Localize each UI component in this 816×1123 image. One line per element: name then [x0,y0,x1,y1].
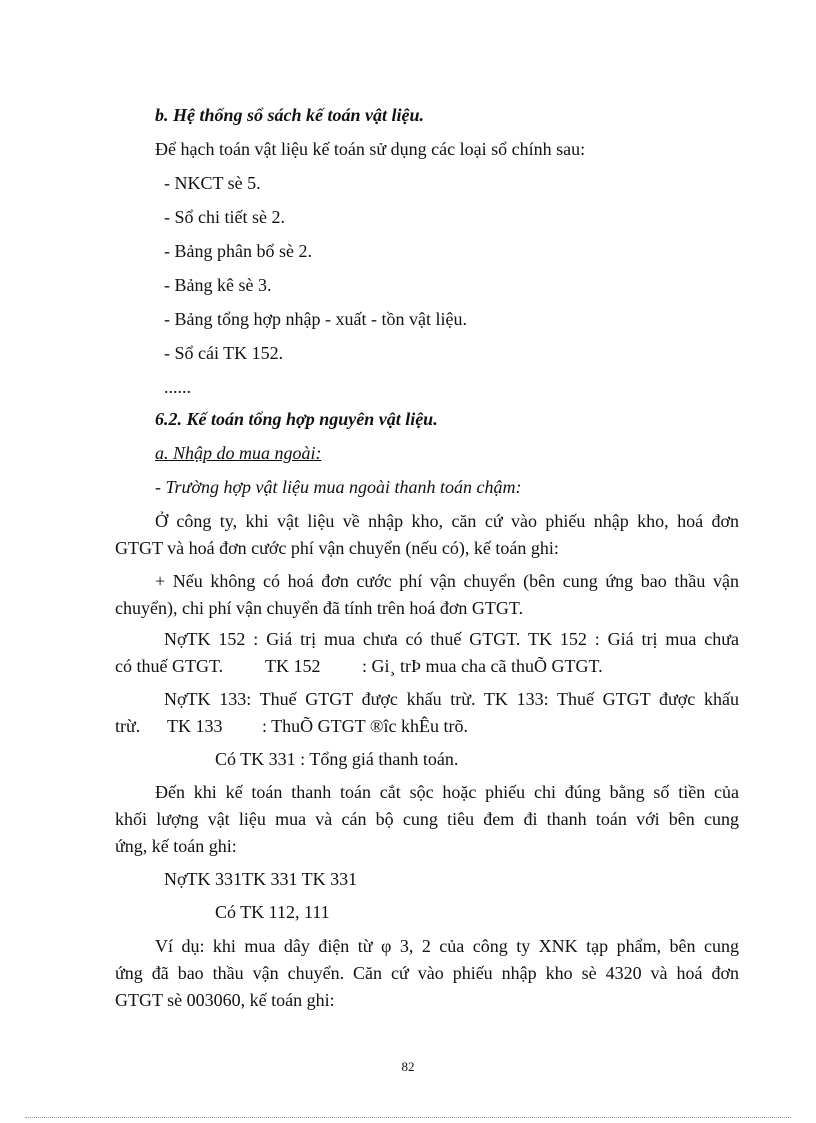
entry-2-line-2b: TK 133 [167,716,223,736]
paragraph-1-line-2: GTGT và hoá đơn cước phí vận chuyển (nếu có), kế toán ghi: [115,538,559,558]
case-heading: - Trường hợp vật liệu mua ngoài thanh toán chậm: [155,477,522,497]
subsection-a-heading: a. Nhập do mua ngoài: [155,443,322,463]
section-b-heading: b. Hệ thống sổ sách kế toán vật liệu. [155,105,425,125]
ledger-list-item: - Sổ chi tiết sè 2. [164,207,285,227]
section-6-2-heading: 6.2. Kế toán tổng hợp nguyên vật liệu. [155,409,438,429]
entry-1-line-1: NợTK 152 : Giá trị mua chưa có thuế GTGT. TK 152 : Giá trị mua chưa [164,629,739,649]
ledger-list-item: - Bảng kê sè 3. [164,275,272,295]
ledger-list-item: - Sổ cái TK 152. [164,343,284,363]
entry-1-line-2a: có thuế GTGT. [115,656,224,676]
entry-4: NợTK 331TK 331 TK 331 [164,869,358,889]
entry-2-line-1: NợTK 133: Thuế GTGT được khấu trừ. TK 133: Thuế GTGT được khấu [164,689,739,709]
paragraph-4-line-1: Ví dụ: khi mua dây điện từ φ 3, 2 của công ty XNK tạp phẩm, bên cung [155,936,739,956]
section-b-intro: Để hạch toán vật liệu kế toán sử dụng các loại sổ chính sau: [155,139,586,159]
paragraph-3-line-1: Đến khi kế toán thanh toán cắt sộc hoặc phiếu chi đúng bằng số tiền của [155,782,739,802]
ledger-list-item: - NKCT sè 5. [164,173,261,193]
page-number: 82 [401,1059,415,1074]
paragraph-2-line-2: chuyển), chi phí vận chuyển đã tính trên hoá đơn GTGT. [115,598,524,618]
entry-1-line-2b: TK 152 [265,656,321,676]
footer-divider [25,1117,791,1118]
paragraph-1-line-1: Ở công ty, khi vật liệu về nhập kho, căn cứ vào phiếu nhập kho, hoá đơn [155,511,739,531]
entry-2-line-2a: trừ. [115,716,141,736]
paragraph-2-line-1: + Nếu không có hoá đơn cước phí vận chuyển (bên cung ứng bao thầu vận [155,571,739,591]
paragraph-3-line-3: ứng, kế toán ghi: [115,836,237,856]
ledger-list-item: - Bảng tổng hợp nhập - xuất - tồn vật liệu. [164,309,467,329]
paragraph-4-line-2: ứng đã bao thầu vận chuyển. Căn cứ vào phiếu nhập kho sè 4320 và hoá đơn [115,963,739,983]
entry-5: Có TK 112, 111 [215,902,330,922]
entry-3: Có TK 331 : Tổng giá thanh toán. [215,749,459,769]
paragraph-3-line-2: khối lượng vật liệu mua và cán bộ cung tiêu đem đi thanh toán với bên cung [115,809,739,829]
ledger-list-ellipsis: ...... [164,377,191,397]
entry-1-line-2c: : Gi¸ trÞ mua cha cã thuÕ GTGT. [362,656,603,676]
ledger-list-item: - Bảng phân bổ sè 2. [164,241,312,261]
paragraph-4-line-3: GTGT sè 003060, kế toán ghi: [115,990,335,1010]
entry-2-line-2c: : ThuÕ GTGT ®îc khÊu trõ. [262,716,468,736]
